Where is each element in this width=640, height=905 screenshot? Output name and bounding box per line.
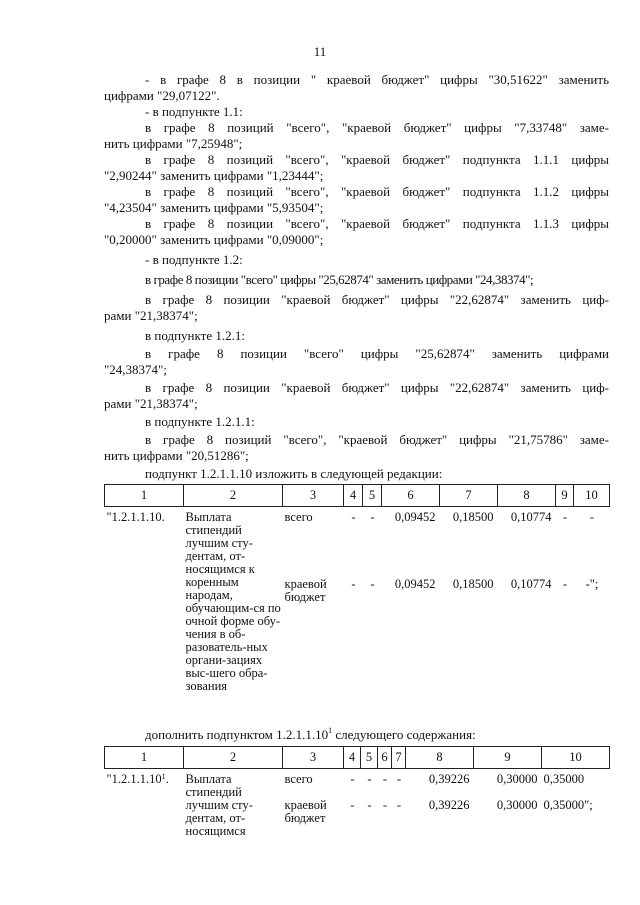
cell: 0,18500	[452, 577, 494, 592]
cell: 0,35000";	[543, 798, 593, 813]
paragraph-line: нить цифрами "20,51286";	[104, 448, 249, 463]
paragraph-line: в графе 8 позиций "всего", "краевой бюджет" подпункта 1.1.2 цифры	[145, 184, 609, 199]
column-header: 5	[361, 747, 378, 769]
column-header: 10	[574, 485, 610, 507]
paragraph-line: в подпункте 1.2.1:	[145, 328, 245, 343]
superscript: 1	[328, 726, 333, 735]
page-number: 11	[313, 44, 327, 59]
item-name: Выплата стипендий лучшим сту-дентам, от-носящимся	[185, 772, 253, 838]
paragraph-line: в графе 8 позиций "всего", "краевой бюджет" цифры "21,75786" заме-	[145, 432, 609, 447]
column-header: 2	[184, 747, 283, 769]
cell: -	[367, 798, 372, 813]
text-fragment: дополнить подпунктом 1.2.1.1.10	[145, 727, 329, 742]
item-code	[105, 769, 184, 839]
paragraph-line: подпункт 1.2.1.1.10 изложить в следующей редакции:	[145, 466, 443, 481]
table-header-row	[105, 485, 610, 507]
budget-table-2	[104, 746, 610, 838]
paragraph-line: "4,23504" заменить цифрами "5,93504";	[104, 200, 324, 215]
paragraph-line: в графе 8 позиции "всего" цифры "25,62874" заменить цифрами "24,38374";	[145, 272, 534, 287]
row-label: краевой бюджет	[284, 577, 327, 605]
item-code: "1.2.1.1.10.	[106, 510, 165, 524]
paragraph-line: в графе 8 позиции "всего" цифры "25,62874" заменить цифрами	[145, 346, 609, 361]
cell: -	[396, 772, 402, 786]
column-header: 5	[363, 485, 382, 507]
paragraph-line: в графе 8 позиций "всего", "краевой бюджет" подпункта 1.1.1 цифры	[145, 152, 609, 167]
cell: 0,39226	[428, 798, 470, 813]
budget-table-1	[104, 484, 610, 693]
column-header: 10	[542, 747, 610, 769]
row-label: всего	[284, 772, 313, 786]
paragraph-line	[145, 727, 609, 743]
cell: -	[351, 577, 356, 592]
table-row	[105, 507, 610, 573]
column-header: 6	[382, 485, 440, 507]
column-header: 1	[105, 485, 184, 507]
paragraph-line: в графе 8 позиции "краевой бюджет" цифры "22,62874" заменить циф-	[145, 380, 609, 395]
paragraph-line: - в подпункте 1.2:	[145, 252, 243, 267]
cell: 0,09452	[394, 510, 436, 524]
cell: -	[562, 577, 568, 592]
column-header: 6	[378, 747, 392, 769]
paragraph-line: нить цифрами "7,25948";	[104, 136, 243, 151]
column-header: 9	[474, 747, 542, 769]
cell: -";	[585, 577, 599, 592]
column-header: 8	[498, 485, 556, 507]
column-header: 8	[406, 747, 474, 769]
row-label: краевой бюджет	[284, 798, 327, 826]
paragraph-line: в графе 8 позиции "краевой бюджет" цифры "22,62874" заменить циф-	[145, 292, 609, 307]
cell: 0,39226	[428, 772, 470, 786]
row-label: всего	[284, 510, 313, 524]
paragraph-line: в подпункте 1.2.1.1:	[145, 414, 255, 429]
paragraph-line: в графе 8 позиции "всего", "краевой бюджет" подпункта 1.1.3 цифры	[145, 216, 609, 231]
cell: 0,10774	[510, 510, 552, 524]
column-header: 7	[392, 747, 406, 769]
cell: -	[396, 798, 402, 813]
cell: 0,09452	[394, 577, 436, 592]
column-header: 3	[283, 485, 344, 507]
cell: -	[382, 772, 388, 786]
cell: -	[367, 772, 372, 786]
cell: 0,30000	[496, 772, 538, 786]
text-fragment: следующего содержания:	[332, 727, 476, 742]
cell: -	[589, 510, 595, 524]
paragraph-line: "24,38374";	[104, 362, 167, 377]
text-fragment: "1.2.1.1.10	[106, 772, 162, 786]
paragraph-line: - в графе 8 в позиции " краевой бюджет" цифры "30,51622" заменить	[145, 72, 609, 87]
cell: 0,10774	[510, 577, 552, 592]
column-header: 4	[344, 485, 363, 507]
column-header: 2	[184, 485, 283, 507]
cell: -	[350, 798, 355, 813]
column-header: 1	[105, 747, 184, 769]
column-header: 7	[440, 485, 498, 507]
cell: -	[370, 510, 375, 524]
item-name: Выплата стипендий лучшим сту-дентам, от-носящимся к коренным народам, обучающим-ся по очной форме обу-чения в об-разователь-ных органи-зациях выс-шего обра-зования	[185, 510, 281, 693]
paragraph-line: "0,20000" заменить цифрами "0,09000";	[104, 232, 324, 247]
cell: 0,35000	[543, 772, 585, 786]
cell: -	[351, 510, 356, 524]
cell: -	[382, 798, 388, 813]
cell: 0,18500	[452, 510, 494, 524]
table-row	[105, 769, 610, 794]
paragraph-line: "2,90244" заменить цифрами "1,23444";	[104, 168, 324, 183]
paragraph-line: в графе 8 позиций "всего", "краевой бюджет" цифры "7,33748" заме-	[145, 120, 609, 135]
table-header-row	[105, 747, 610, 769]
cell: -	[370, 577, 375, 592]
text-fragment: .	[165, 772, 169, 786]
cell: -	[350, 772, 355, 786]
cell: -	[562, 510, 568, 524]
cell: 0,30000	[496, 798, 538, 813]
paragraph-line: рами "21,38374";	[104, 308, 198, 323]
column-header: 3	[283, 747, 344, 769]
paragraph-line: цифрами "29,07122".	[104, 88, 220, 103]
superscript: 1	[161, 772, 166, 781]
column-header: 4	[344, 747, 361, 769]
column-header: 9	[556, 485, 574, 507]
paragraph-line: рами "21,38374";	[104, 396, 198, 411]
paragraph-line: - в подпункте 1.1:	[145, 104, 243, 119]
